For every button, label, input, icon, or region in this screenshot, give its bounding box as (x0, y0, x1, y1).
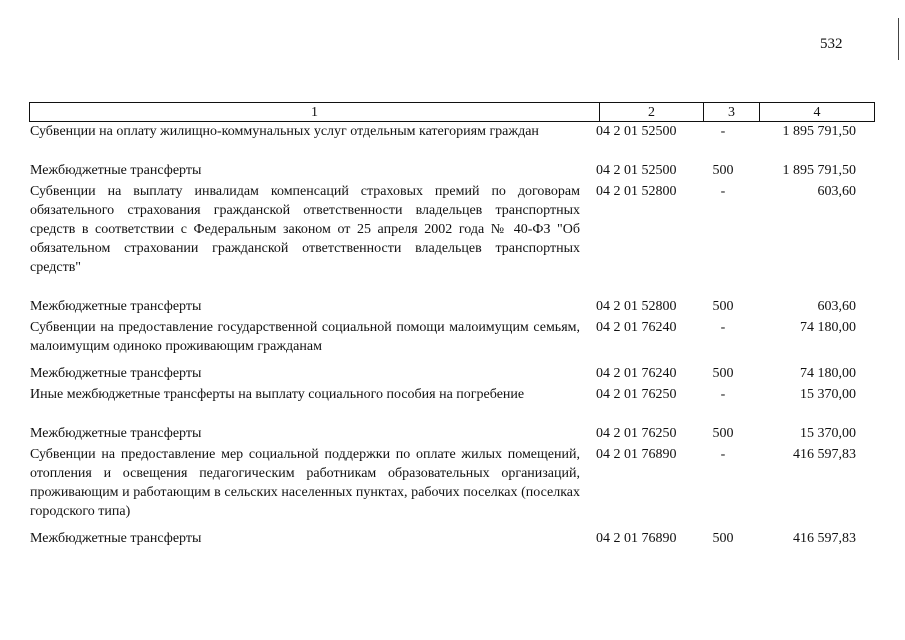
row-vr: - (720, 447, 726, 462)
row-code: 04 2 01 76250 (596, 387, 677, 402)
row-vr: 500 (712, 531, 734, 546)
table-row (30, 385, 876, 404)
row-code: 04 2 01 76240 (596, 366, 677, 381)
table-row (30, 161, 876, 180)
table-row (30, 297, 876, 316)
row-amount: 1 895 791,50 (782, 163, 856, 178)
row-amount: 416 597,83 (793, 531, 856, 546)
row-name: Субвенции на предоставление мер социальной поддержки по оплате жилых помещений, отопления и освещения педагогическим работникам образовательных организаций, проживающим и работающим в сельских населенных пунктах, рабочих поселках (поселках городского типа) (30, 447, 580, 519)
row-name: Субвенции на предоставление государственной социальной помощи малоимущим семьям, малоимущим одиноко проживающим гражданам (30, 320, 580, 354)
row-name: Межбюджетные трансферты (30, 299, 202, 314)
row-vr: 500 (712, 299, 734, 314)
row-code: 04 2 01 52500 (596, 124, 677, 139)
table-row (30, 529, 876, 548)
table-row (30, 364, 876, 383)
row-vr: - (720, 387, 726, 402)
row-code: 04 2 01 76890 (596, 531, 677, 546)
row-amount: 603,60 (817, 299, 856, 314)
table-header (29, 102, 875, 122)
row-code: 04 2 01 76890 (596, 447, 677, 462)
table-row (30, 122, 876, 141)
row-vr: 500 (712, 163, 734, 178)
row-vr: 500 (712, 426, 734, 441)
table-row (30, 318, 876, 356)
row-name: Субвенции на выплату инвалидам компенсаций страховых премий по договорам обязательного страхования гражданской ответственности владельцев транспортных средств в соответствии с Федеральным законом от 25 апреля 2002 года № 40-ФЗ "Об обязательном страховании гражданской ответственности владельцев транспортных средств" (30, 184, 580, 275)
header-col-2: 2 (600, 103, 704, 121)
row-code: 04 2 01 52800 (596, 299, 677, 314)
row-vr: - (720, 184, 726, 199)
row-name: Иные межбюджетные трансферты на выплату социального пособия на погребение (30, 387, 525, 402)
row-amount: 1 895 791,50 (782, 124, 856, 139)
row-code: 04 2 01 52500 (596, 163, 677, 178)
row-code: 04 2 01 76250 (596, 426, 677, 441)
row-name: Межбюджетные трансферты (30, 366, 202, 381)
table-row (30, 424, 876, 443)
row-name: Субвенции на оплату жилищно-коммунальных услуг отдельным категориям граждан (30, 124, 539, 139)
row-amount: 416 597,83 (793, 447, 856, 462)
table-row (30, 445, 876, 521)
row-name: Межбюджетные трансферты (30, 163, 202, 178)
header-col-4: 4 (813, 105, 821, 120)
row-code: 04 2 01 76240 (596, 320, 677, 335)
row-code: 04 2 01 52800 (596, 184, 677, 199)
table-row (30, 182, 876, 277)
row-amount: 74 180,00 (800, 366, 856, 381)
row-name: Межбюджетные трансферты (30, 531, 202, 546)
table-body (30, 122, 876, 548)
page-number: 532 (820, 36, 843, 52)
row-name: Межбюджетные трансферты (30, 426, 202, 441)
scan-edge-line (898, 18, 899, 60)
row-vr: 500 (712, 366, 734, 381)
row-amount: 603,60 (817, 184, 856, 199)
row-amount: 74 180,00 (800, 320, 856, 335)
row-vr: - (720, 124, 726, 139)
row-amount: 15 370,00 (800, 387, 856, 402)
header-col-3: 3 (704, 103, 760, 121)
row-amount: 15 370,00 (800, 426, 856, 441)
row-vr: - (720, 320, 726, 335)
header-col-1: 1 (30, 103, 600, 121)
